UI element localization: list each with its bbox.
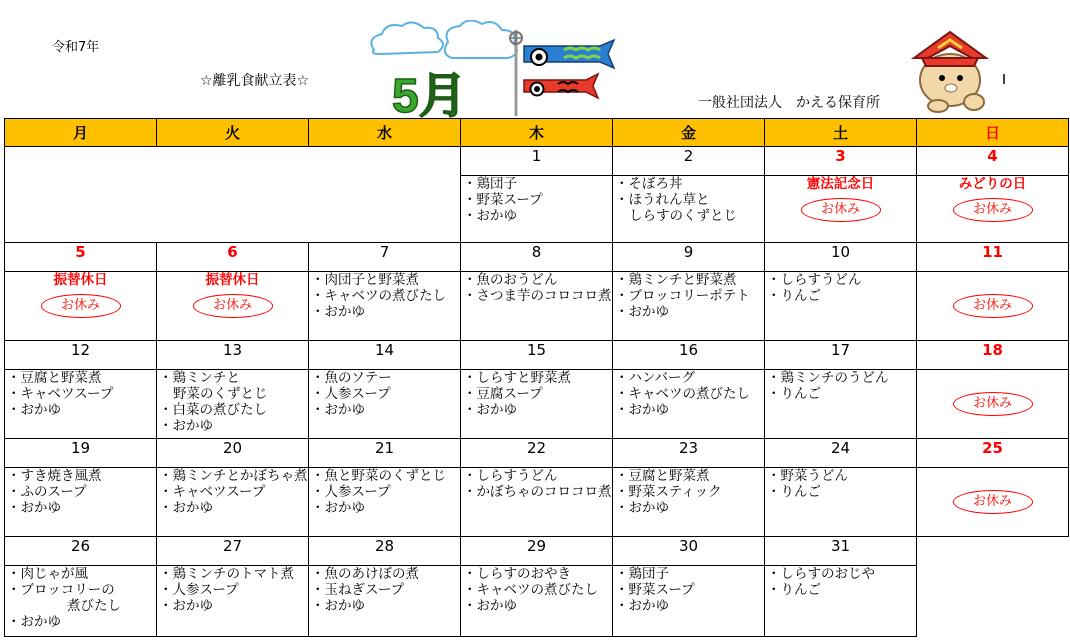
menu-item: ・ハンバーグ [615, 370, 696, 386]
menu-row [5, 468, 1069, 537]
menu-item: ・さつま芋のコロコロ煮 [463, 288, 612, 304]
menu-cell [613, 566, 765, 637]
menu-cell [309, 370, 461, 439]
menu-item: ・しらすと野菜煮 [463, 370, 571, 386]
menu-cell [765, 468, 917, 537]
day-number: 9 [613, 243, 765, 272]
menu-item: ・キャベツスープ [159, 484, 266, 500]
menu-item: ・おかゆ [615, 598, 669, 614]
menu-item: ・豆腐と野菜煮 [7, 370, 102, 386]
holiday-name: 振替休日 [53, 272, 108, 288]
menu-item: ・ふのスープ [7, 484, 87, 500]
menu-item: ・そぼろ丼 [615, 176, 683, 192]
day-number: 19 [5, 439, 157, 468]
menu-item: ・おかゆ [7, 614, 61, 630]
menu-item: ・鶏ミンチとかぼちゃ煮 [159, 468, 308, 484]
menu-item: ・キャベツスープ [7, 386, 114, 402]
menu-item: ・キャベツの煮びたし [463, 582, 598, 598]
day-number: 14 [309, 341, 461, 370]
day-number: 31 [765, 537, 917, 566]
menu-cell [5, 468, 157, 537]
day-number: 21 [309, 439, 461, 468]
day-number: 23 [613, 439, 765, 468]
menu-item: ・かぼちゃのコロコロ煮 [463, 484, 612, 500]
menu-item: ・鶏団子 [463, 176, 517, 192]
menu-item: ・しらすうどん [767, 272, 862, 288]
menu-cell [461, 272, 613, 341]
date-row [5, 147, 1069, 176]
date-row [5, 243, 1069, 272]
day-number: 25 [917, 439, 1069, 468]
menu-cell [765, 566, 917, 637]
weekday-wed: 水 [309, 119, 461, 147]
day-number [157, 147, 309, 176]
menu-cell [613, 176, 765, 243]
holiday-cell [157, 272, 309, 341]
menu-item: ・魚のおうどん [463, 272, 558, 288]
day-number: 5 [5, 243, 157, 272]
menu-item: ・おかゆ [615, 500, 669, 516]
day-number: 30 [613, 537, 765, 566]
menu-item: ・人参スープ [311, 386, 391, 402]
menu-item: ・白菜の煮びたし [159, 402, 267, 418]
menu-cell [461, 176, 613, 243]
date-row [5, 341, 1069, 370]
menu-item: ・野菜スティック [615, 484, 722, 500]
weekday-tue: 火 [157, 119, 309, 147]
day-number [917, 537, 1069, 566]
day-number: 27 [157, 537, 309, 566]
menu-item: ・おかゆ [7, 500, 61, 516]
day-number: 24 [765, 439, 917, 468]
menu-cell [309, 566, 461, 637]
menu-item: ・おかゆ [159, 598, 213, 614]
day-number: 28 [309, 537, 461, 566]
menu-item: ・ほうれん草と [615, 192, 710, 208]
menu-item: ・おかゆ [159, 500, 213, 516]
menu-cell [157, 370, 309, 439]
menu-item: ・おかゆ [7, 402, 61, 418]
menu-item: ・ブロッコリーの [7, 582, 115, 598]
menu-item: ・しらすのおじや [767, 566, 875, 582]
menu-item: ・りんご [767, 288, 821, 304]
menu-item: ・魚と野菜のくずとじ [311, 468, 446, 484]
day-number: 10 [765, 243, 917, 272]
menu-item: ・しらすのおやき [463, 566, 571, 582]
weekday-fri: 金 [613, 119, 765, 147]
menu-cell [157, 566, 309, 637]
menu-item: ・おかゆ [463, 208, 517, 224]
menu-item: ・おかゆ [311, 598, 365, 614]
menu-cell [5, 370, 157, 439]
menu-item: ・おかゆ [463, 402, 517, 418]
menu-cell [613, 468, 765, 537]
day-number: 8 [461, 243, 613, 272]
carp-streamer-icon [364, 20, 638, 118]
menu-item: ・野菜スープ [463, 192, 543, 208]
day-number: 20 [157, 439, 309, 468]
day-number: 22 [461, 439, 613, 468]
menu-item: ・キャベツの煮びたし [311, 288, 446, 304]
menu-item: ・人参スープ [159, 582, 239, 598]
document-title: ☆離乳食献立表☆ [200, 73, 310, 89]
menu-item: ・おかゆ [463, 598, 517, 614]
menu-item: ・肉じゃが風 [7, 566, 88, 582]
day-number: 1 [461, 147, 613, 176]
menu-item: ・鶏ミンチのうどん [767, 370, 889, 386]
menu-item: ・野菜スープ [615, 582, 695, 598]
date-row [5, 537, 1069, 566]
menu-row [5, 272, 1069, 341]
menu-cell [613, 370, 765, 439]
empty-cell [157, 176, 309, 243]
closed-badge: お休み [801, 198, 881, 222]
date-row [5, 439, 1069, 468]
empty-cell [309, 176, 461, 243]
day-number: 29 [461, 537, 613, 566]
holiday-cell [917, 370, 1069, 439]
day-number: 2 [613, 147, 765, 176]
day-number: 26 [5, 537, 157, 566]
menu-cell [5, 566, 157, 637]
weekday-sat: 土 [765, 119, 917, 147]
menu-item: ・鶏団子 [615, 566, 669, 582]
weekday-sun: 日 [917, 119, 1069, 147]
day-number [309, 147, 461, 176]
menu-item: ・豆腐と野菜煮 [615, 468, 710, 484]
menu-item: ・魚のソテー [311, 370, 392, 386]
holiday-cell [5, 272, 157, 341]
day-number: 12 [5, 341, 157, 370]
closed-badge: お休み [953, 392, 1033, 416]
menu-item: ・おかゆ [615, 304, 669, 320]
menu-item: ・すき焼き風煮 [7, 468, 102, 484]
menu-item: ・豆腐スープ [463, 386, 543, 402]
day-number: 16 [613, 341, 765, 370]
holiday-name: 憲法記念日 [806, 176, 875, 192]
day-number: 18 [917, 341, 1069, 370]
menu-item: ・おかゆ [615, 402, 669, 418]
weekday-thu: 木 [461, 119, 613, 147]
day-number: 6 [157, 243, 309, 272]
menu-cell [765, 370, 917, 439]
day-number: 4 [917, 147, 1069, 176]
day-number: 13 [157, 341, 309, 370]
weekday-header-row [5, 119, 1069, 147]
closed-badge: お休み [193, 294, 273, 318]
menu-item: ・キャベツの煮びたし [615, 386, 750, 402]
menu-cell [309, 468, 461, 537]
menu-row [5, 370, 1069, 439]
month-label: 5月 [392, 70, 467, 118]
organization-name: 一般社団法人 かえる保育所 [698, 95, 880, 111]
menu-item: しらすのくずとじ [629, 208, 737, 224]
menu-item: ・鶏ミンチと [159, 370, 240, 386]
holiday-name: 振替休日 [205, 272, 260, 288]
menu-item: ・ブロッコリーポテト [615, 288, 750, 304]
closed-badge: お休み [41, 294, 121, 318]
era-label: 令和7年 [52, 40, 100, 55]
day-number [5, 147, 157, 176]
menu-cell [765, 272, 917, 341]
bear-kabuto-mascot-icon [908, 22, 1012, 114]
holiday-cell [917, 468, 1069, 537]
menu-cell [613, 272, 765, 341]
menu-item: ・鶏ミンチと野菜煮 [615, 272, 737, 288]
menu-cell [461, 566, 613, 637]
menu-item: ・おかゆ [159, 418, 213, 434]
day-number: 15 [461, 341, 613, 370]
menu-item: 煮びたし [67, 598, 121, 614]
menu-item: ・りんご [767, 386, 821, 402]
menu-item: ・しらすうどん [463, 468, 558, 484]
day-number: 11 [917, 243, 1069, 272]
menu-item: ・肉団子と野菜煮 [311, 272, 419, 288]
menu-item: 野菜のくずとじ [173, 386, 268, 402]
weekday-mon: 月 [5, 119, 157, 147]
day-number: 7 [309, 243, 461, 272]
holiday-cell [917, 272, 1069, 341]
day-number: 3 [765, 147, 917, 176]
holiday-name: みどりの日 [958, 176, 1027, 192]
holiday-cell [765, 176, 917, 243]
menu-item: ・野菜うどん [767, 468, 848, 484]
closed-badge: お休み [953, 198, 1033, 222]
menu-cell [309, 272, 461, 341]
menu-item: ・りんご [767, 582, 821, 598]
closed-badge: お休み [953, 294, 1033, 318]
menu-calendar [4, 118, 1069, 637]
menu-cell [461, 370, 613, 439]
menu-cell [461, 468, 613, 537]
closed-badge: お休み [953, 490, 1033, 514]
menu-row [5, 566, 1069, 637]
day-number: 17 [765, 341, 917, 370]
menu-item: ・りんご [767, 484, 821, 500]
menu-item: ・おかゆ [311, 402, 365, 418]
holiday-cell [917, 176, 1069, 243]
menu-row [5, 176, 1069, 243]
menu-cell [157, 468, 309, 537]
menu-item: ・おかゆ [311, 500, 365, 516]
menu-item: ・おかゆ [311, 304, 365, 320]
empty-cell [5, 176, 157, 243]
menu-item: ・人参スープ [311, 484, 391, 500]
menu-item: ・玉ねぎスープ [311, 582, 405, 598]
menu-item: ・魚のあけぼの煮 [311, 566, 419, 582]
menu-item: ・鶏ミンチのトマト煮 [159, 566, 294, 582]
empty-cell [917, 566, 1069, 637]
